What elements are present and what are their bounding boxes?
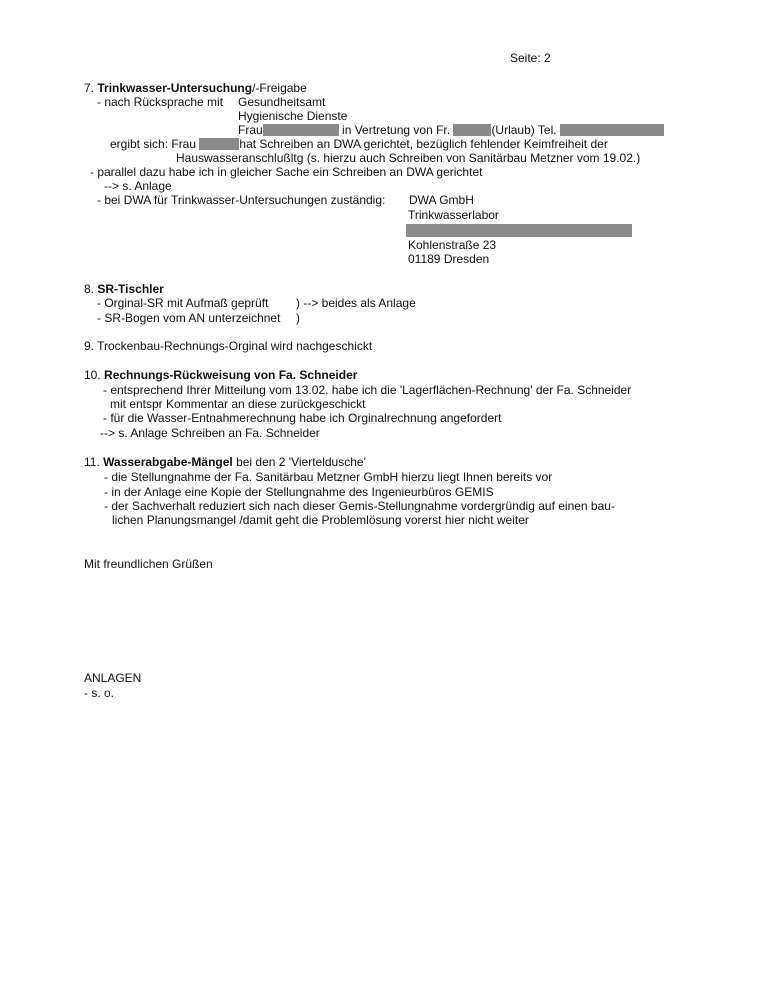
section-7-heading (84, 81, 307, 95)
s7-line-1-value: Gesundheitsamt (238, 95, 326, 109)
section-11-title-suffix: bei den 2 'Vierteldusche' (236, 455, 366, 469)
s10-line-2: mit entspr Kommentar an diese zurückgeschickt (110, 397, 366, 411)
s7-line-3 (238, 123, 664, 137)
section-11-heading (84, 455, 366, 469)
s7-line-5: Hauswasseranschlußltg (s. hierzu auch Schreiben von Sanitärbau Metzner vom 19.02.) (176, 151, 641, 165)
s7-line-4 (110, 137, 608, 151)
redaction-block (199, 138, 239, 150)
section-7-number: 7. (84, 81, 95, 95)
s7-line-3-b: in Vertretung von Fr. (342, 123, 451, 137)
section-10-number: 10. (84, 368, 101, 382)
s10-line-1: - entsprechend Ihrer Mitteilung vom 13.02. habe ich die 'Lagerflächen-Rechnung' der Fa. Schneider (103, 383, 632, 397)
section-11-number: 11. (84, 455, 100, 469)
s11-line-3: - der Sachverhalt reduziert sich nach dieser Gemis-Stellungnahme vordergründig auf einen bau- (104, 499, 615, 513)
anlagen-item: - s. o. (84, 686, 115, 700)
s7-line-6: - parallel dazu habe ich in gleicher Sache ein Schreiben an DWA gerichtet (90, 165, 483, 179)
closing-greeting: Mit freundlichen Grüßen (84, 557, 213, 571)
section-10-title: Rechnungs-Rückweisung von Fa. Schneider (104, 368, 358, 382)
anlagen-title: ANLAGEN (84, 671, 142, 685)
s7-line-7: --> s. Anlage (104, 179, 172, 193)
redaction-block (406, 224, 632, 237)
section-8-number: 8. (84, 282, 95, 296)
s10-line-3: - für die Wasser-Entnahmerechnung habe ich Orginalrechnung angefordert (103, 411, 502, 425)
s7-line-2: Hygienische Dienste (238, 109, 348, 123)
s7-line-8-a: - bei DWA für Trinkwasser-Untersuchungen zuständig: (97, 193, 386, 207)
s8-line-1-b: ) --> beides als Anlage (296, 296, 416, 310)
s11-line-4: lichen Planungsmangel /damit geht die Problemlösung vorerst hier nicht weiter (112, 513, 529, 527)
section-11-title: Wasserabgabe-Mängel (103, 455, 233, 469)
section-9-text: 9. Trockenbau-Rechnungs-Orginal wird nachgeschickt (84, 339, 373, 353)
section-7-title: Trinkwasser-Untersuchung (97, 81, 253, 95)
s10-line-4: --> s. Anlage Schreiben an Fa. Schneider (100, 426, 320, 440)
section-7-title-suffix: /-Freigabe (252, 81, 307, 95)
section-8-title: SR-Tischler (97, 282, 164, 296)
s7-line-3-c: (Urlaub) Tel. (491, 123, 557, 137)
redaction-block (453, 124, 491, 136)
section-8-heading (84, 282, 164, 296)
s7-line-8-b: DWA GmbH (409, 193, 474, 207)
s8-line-2-b: ) (296, 311, 300, 325)
s11-line-2: - in der Anlage eine Kopie der Stellungnahme des Ingenieurbüros GEMIS (104, 485, 494, 499)
s7-line-4-b: hat Schreiben an DWA gerichtet, bezüglich fehlender Keimfreiheit der (239, 137, 608, 151)
address-line-2: Kohlenstraße 23 (408, 238, 497, 252)
redaction-block (560, 124, 664, 136)
s7-line-3-a: Frau (238, 123, 263, 137)
page-number: Seite: 2 (510, 51, 551, 65)
redaction-block (263, 124, 339, 136)
s11-line-1: - die Stellungnahme der Fa. Sanitärbau Metzner GmbH hierzu liegt Ihnen bereits vor (104, 470, 553, 484)
s8-line-2-a: - SR-Bogen vom AN unterzeichnet (97, 311, 281, 325)
s7-line-4-a: ergibt sich: Frau (110, 137, 197, 151)
s7-line-1-prefix: - nach Rücksprache mit (97, 95, 224, 109)
address-line-3: 01189 Dresden (408, 252, 490, 266)
s8-line-1-a: - Orginal-SR mit Aufmaß geprüft (97, 296, 269, 310)
section-10-heading (84, 368, 357, 382)
address-line-1: Trinkwasserlabor (408, 208, 499, 222)
